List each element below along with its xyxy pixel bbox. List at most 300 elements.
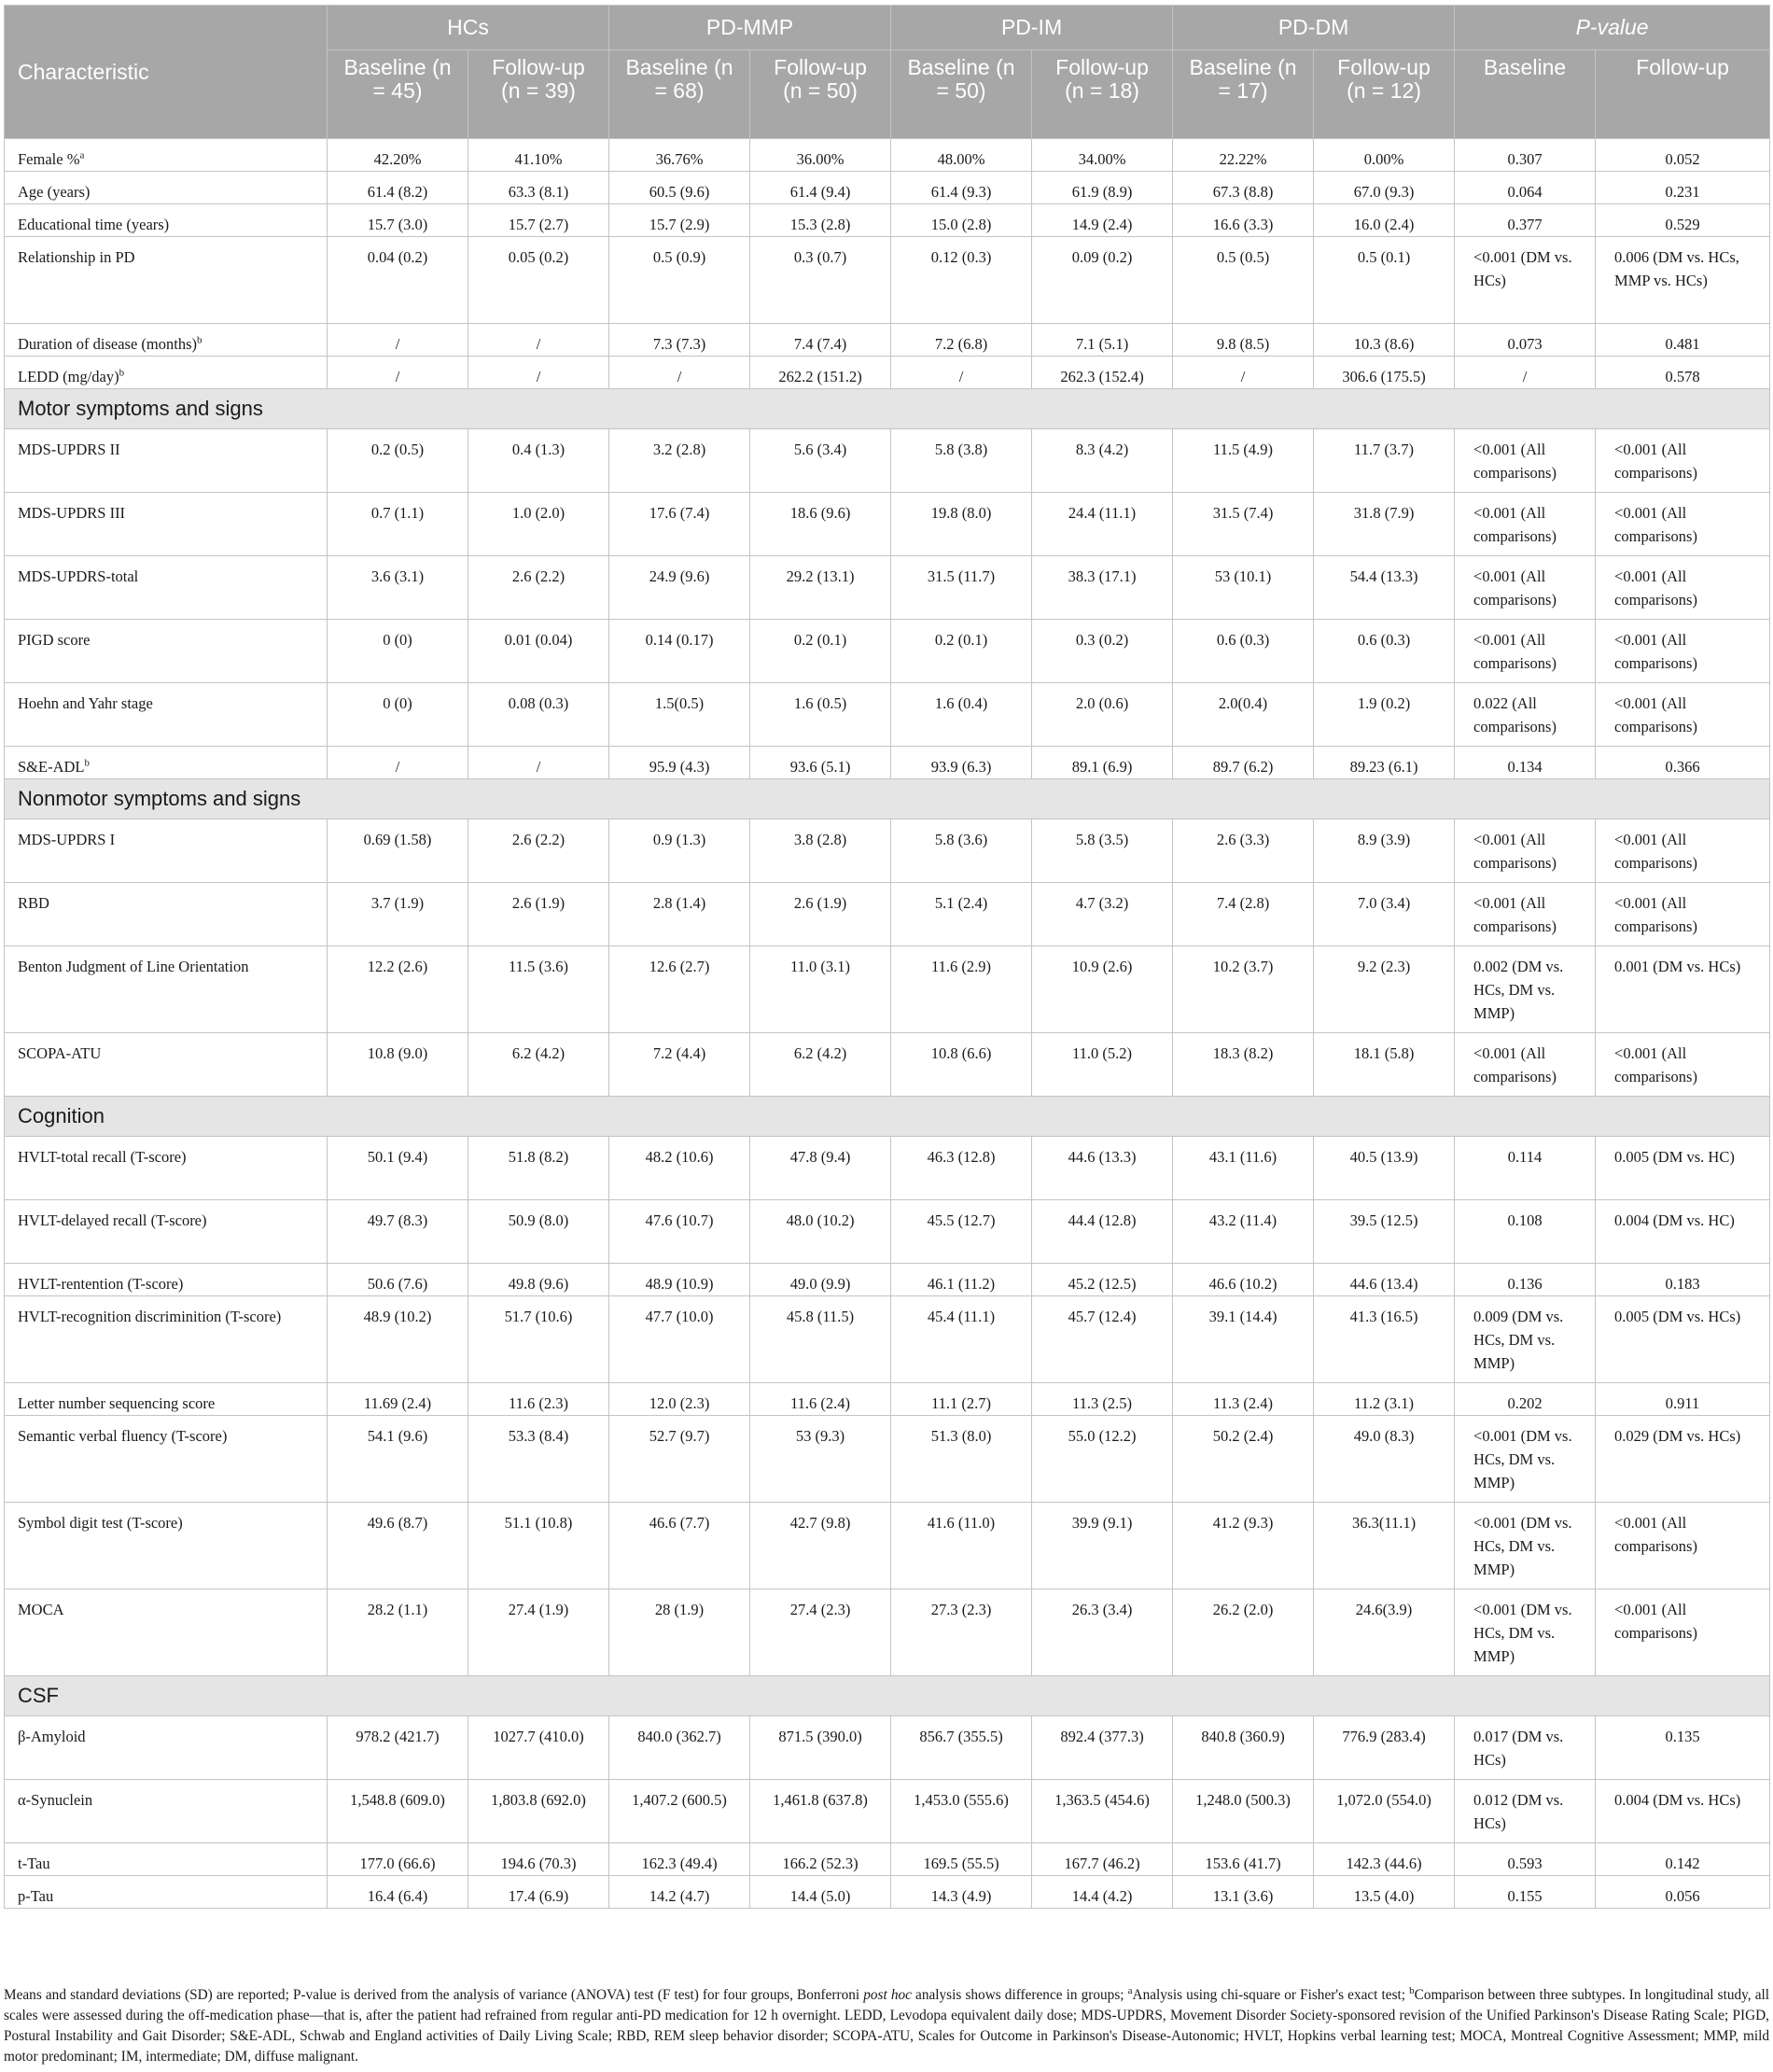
row-label — [5, 493, 328, 556]
row-label — [5, 1843, 328, 1876]
table-cell: 7.3 (7.3) — [609, 324, 750, 357]
table-cell: 11.6 (2.9) — [891, 946, 1032, 1033]
table-cell: 6.2 (4.2) — [468, 1033, 609, 1097]
table-cell: 0.08 (0.3) — [468, 683, 609, 747]
characteristics-table — [4, 5, 1770, 1909]
subheader-3: Follow-up (n = 50) — [750, 50, 891, 139]
table-cell: 44.4 (12.8) — [1032, 1200, 1173, 1264]
table-cell: 14.4 (4.2) — [1032, 1876, 1173, 1909]
table-cell: 162.3 (49.4) — [609, 1843, 750, 1876]
pvalue-cell: 0.142 — [1596, 1843, 1770, 1876]
table-cell: 48.00% — [891, 139, 1032, 172]
table-cell: 1027.7 (410.0) — [468, 1716, 609, 1780]
table-row — [5, 683, 1770, 747]
row-label — [5, 883, 328, 946]
table-cell: 856.7 (355.5) — [891, 1716, 1032, 1780]
table-cell: 18.1 (5.8) — [1314, 1033, 1455, 1097]
row-label — [5, 1383, 328, 1416]
table-cell: 0.5 (0.9) — [609, 237, 750, 324]
header-characteristic: Characteristic — [5, 6, 328, 139]
table-cell: 31.5 (7.4) — [1173, 493, 1314, 556]
pvalue-cell: 0.004 (DM vs. HCs) — [1596, 1780, 1770, 1843]
table-cell: 0.6 (0.3) — [1314, 620, 1455, 683]
pvalue-cell: <0.001 (All comparisons) — [1596, 493, 1770, 556]
table-cell: 48.2 (10.6) — [609, 1137, 750, 1200]
table-cell: 49.0 (8.3) — [1314, 1416, 1455, 1503]
table-cell: 0.9 (1.3) — [609, 819, 750, 883]
pvalue-cell: <0.001 (DM vs. HCs, DM vs. MMP) — [1455, 1416, 1596, 1503]
row-label-text: α-Synuclein — [18, 1791, 93, 1809]
table-cell: 1.9 (0.2) — [1314, 683, 1455, 747]
section-row — [5, 779, 1770, 819]
table-cell: 54.4 (13.3) — [1314, 556, 1455, 620]
table-cell: 17.6 (7.4) — [609, 493, 750, 556]
table-cell: 0 (0) — [328, 683, 468, 747]
pvalue-cell: <0.001 (All comparisons) — [1455, 429, 1596, 493]
footnote-text-4: Comparison between three subtypes. In longitudinal study, all scales were assessed during the off-medication phase—that is, after the patient had refrained from regular anti-PD medication for 12 h overnight. LEDD, Levodopa equivalent daily dose; MDS-UPDRS, Movement Disorder Society-sponsored revision of the Unified Parkinson's Disease Rating Scale; PIGD, Postural Instability and Gait Disorder; S&E-ADL, Schwab and England activities of Daily Living Scale; RBD, REM sleep behavior disorder; SCOPA-ATU, Scales for Outcome in Parkinson's Disease-Autonomic; HVLT, Hopkins verbal learning test; MOCA, Montreal Cognitive Assessment; MMP, mild motor predominant; IM, intermediate; DM, diffuse malignant. — [4, 1987, 1770, 2065]
table-cell: 42.20% — [328, 139, 468, 172]
table-cell: 49.0 (9.9) — [750, 1264, 891, 1296]
table-cell: 40.5 (13.9) — [1314, 1137, 1455, 1200]
footnote-sup-a: a — [1127, 1984, 1133, 1996]
table-row — [5, 1416, 1770, 1503]
row-label-text: RBD — [18, 894, 49, 912]
section-row — [5, 389, 1770, 429]
table-cell: 45.8 (11.5) — [750, 1296, 891, 1383]
table-cell: 11.5 (4.9) — [1173, 429, 1314, 493]
table-cell: 19.8 (8.0) — [891, 493, 1032, 556]
row-label-text: HVLT-delayed recall (T-score) — [18, 1211, 207, 1229]
table-cell: 2.6 (1.9) — [750, 883, 891, 946]
table-cell: 15.7 (3.0) — [328, 204, 468, 237]
pvalue-cell: <0.001 (All comparisons) — [1596, 1503, 1770, 1589]
table-cell: 27.4 (2.3) — [750, 1589, 891, 1676]
table-cell: 5.6 (3.4) — [750, 429, 891, 493]
table-cell: 0.09 (0.2) — [1032, 237, 1173, 324]
pvalue-cell: 0.578 — [1596, 357, 1770, 389]
subheader-1: Follow-up (n = 39) — [468, 50, 609, 139]
row-label — [5, 1503, 328, 1589]
footnote-text-2: analysis shows difference in groups; — [911, 1987, 1128, 2003]
table-row — [5, 237, 1770, 324]
pvalue-cell: <0.001 (All comparisons) — [1596, 1589, 1770, 1676]
pvalue-cell: <0.001 (All comparisons) — [1455, 883, 1596, 946]
pvalue-cell: <0.001 (All comparisons) — [1596, 819, 1770, 883]
table-row — [5, 1296, 1770, 1383]
table-cell: 11.69 (2.4) — [328, 1383, 468, 1416]
table-cell: 15.7 (2.7) — [468, 204, 609, 237]
table-cell: 36.3(11.1) — [1314, 1503, 1455, 1589]
table-cell: 0.14 (0.17) — [609, 620, 750, 683]
table-cell: / — [468, 747, 609, 779]
table-cell: 29.2 (13.1) — [750, 556, 891, 620]
row-label — [5, 946, 328, 1033]
pvalue-cell: 0.183 — [1596, 1264, 1770, 1296]
table-cell: 6.2 (4.2) — [750, 1033, 891, 1097]
table-cell: 36.00% — [750, 139, 891, 172]
table-cell: 978.2 (421.7) — [328, 1716, 468, 1780]
table-cell: 53.3 (8.4) — [468, 1416, 609, 1503]
row-label-text: MOCA — [18, 1601, 64, 1618]
pvalue-cell: 0.001 (DM vs. HCs) — [1596, 946, 1770, 1033]
row-label — [5, 357, 328, 389]
table-cell: 16.4 (6.4) — [328, 1876, 468, 1909]
table-cell: 41.6 (11.0) — [891, 1503, 1032, 1589]
table-cell: 2.0 (0.6) — [1032, 683, 1173, 747]
table-cell: 49.8 (9.6) — [468, 1264, 609, 1296]
row-label-text: Relationship in PD — [18, 248, 135, 266]
table-cell: 3.6 (3.1) — [328, 556, 468, 620]
pvalue-cell: 0.108 — [1455, 1200, 1596, 1264]
table-cell: 31.5 (11.7) — [891, 556, 1032, 620]
footnote-sup-b: b — [1409, 1984, 1415, 1996]
table-cell: 0.01 (0.04) — [468, 620, 609, 683]
table-cell: 49.6 (8.7) — [328, 1503, 468, 1589]
table-cell: 10.9 (2.6) — [1032, 946, 1173, 1033]
pvalue-cell: 0.136 — [1455, 1264, 1596, 1296]
table-cell: / — [891, 357, 1032, 389]
table-cell: 169.5 (55.5) — [891, 1843, 1032, 1876]
table-cell: 12.0 (2.3) — [609, 1383, 750, 1416]
pvalue-cell: 0.005 (DM vs. HC) — [1596, 1137, 1770, 1200]
pvalue-cell: <0.001 (All comparisons) — [1455, 556, 1596, 620]
pvalue-cell: 0.307 — [1455, 139, 1596, 172]
table-cell: 61.9 (8.9) — [1032, 172, 1173, 204]
table-cell: 11.5 (3.6) — [468, 946, 609, 1033]
table-cell: 67.0 (9.3) — [1314, 172, 1455, 204]
table-cell: 95.9 (4.3) — [609, 747, 750, 779]
table-cell: 0.04 (0.2) — [328, 237, 468, 324]
table-cell: 54.1 (9.6) — [328, 1416, 468, 1503]
table-cell: / — [1173, 357, 1314, 389]
table-cell: 0.05 (0.2) — [468, 237, 609, 324]
table-cell: / — [468, 324, 609, 357]
table-cell: 7.0 (3.4) — [1314, 883, 1455, 946]
table-cell: 3.2 (2.8) — [609, 429, 750, 493]
row-label-text: Female % — [18, 150, 80, 168]
table-cell: 0.3 (0.7) — [750, 237, 891, 324]
row-label — [5, 1716, 328, 1780]
table-cell: 39.9 (9.1) — [1032, 1503, 1173, 1589]
row-label-text: S&E-ADL — [18, 758, 85, 776]
pvalue-cell: 0.004 (DM vs. HC) — [1596, 1200, 1770, 1264]
pvalue-cell: 0.002 (DM vs. HCs, DM vs. MMP) — [1455, 946, 1596, 1033]
table-cell: 14.4 (5.0) — [750, 1876, 891, 1909]
table-cell: 0.12 (0.3) — [891, 237, 1032, 324]
table-cell: 44.6 (13.3) — [1032, 1137, 1173, 1200]
table-cell: 61.4 (8.2) — [328, 172, 468, 204]
table-row — [5, 1780, 1770, 1843]
table-cell: 5.8 (3.5) — [1032, 819, 1173, 883]
pvalue-cell: <0.001 (All comparisons) — [1455, 620, 1596, 683]
table-cell: 28 (1.9) — [609, 1589, 750, 1676]
pvalue-cell: 0.022 (All comparisons) — [1455, 683, 1596, 747]
section-label: CSF — [5, 1676, 1770, 1716]
pvalue-cell: 0.114 — [1455, 1137, 1596, 1200]
table-cell: 2.6 (2.2) — [468, 819, 609, 883]
footnote-post-hoc: post hoc — [863, 1987, 912, 2003]
table-row — [5, 747, 1770, 779]
row-label — [5, 1033, 328, 1097]
table-cell: 142.3 (44.6) — [1314, 1843, 1455, 1876]
table-cell: 10.8 (9.0) — [328, 1033, 468, 1097]
row-label-text: MDS-UPDRS II — [18, 441, 120, 458]
table-cell: 50.6 (7.6) — [328, 1264, 468, 1296]
table-cell: 11.1 (2.7) — [891, 1383, 1032, 1416]
table-cell: 48.9 (10.2) — [328, 1296, 468, 1383]
row-label-text: HVLT-total recall (T-score) — [18, 1148, 187, 1166]
table-cell: 3.8 (2.8) — [750, 819, 891, 883]
row-label — [5, 620, 328, 683]
table-row — [5, 1843, 1770, 1876]
table-cell: 53 (9.3) — [750, 1416, 891, 1503]
pvalue-cell: / — [1455, 357, 1596, 389]
table-cell: 45.2 (12.5) — [1032, 1264, 1173, 1296]
table-cell: 50.1 (9.4) — [328, 1137, 468, 1200]
header-group-hcs: HCs — [328, 6, 609, 50]
table-cell: 27.3 (2.3) — [891, 1589, 1032, 1676]
table-cell: 262.2 (151.2) — [750, 357, 891, 389]
table-row — [5, 429, 1770, 493]
table-cell: 42.7 (9.8) — [750, 1503, 891, 1589]
pvalue-cell: 0.231 — [1596, 172, 1770, 204]
table-cell: 166.2 (52.3) — [750, 1843, 891, 1876]
table-cell: 5.8 (3.8) — [891, 429, 1032, 493]
table-cell: 41.10% — [468, 139, 609, 172]
row-label — [5, 204, 328, 237]
row-label-text: Age (years) — [18, 183, 91, 201]
row-label — [5, 1416, 328, 1503]
pvalue-cell: 0.005 (DM vs. HCs) — [1596, 1296, 1770, 1383]
table-cell: 8.3 (4.2) — [1032, 429, 1173, 493]
table-cell: 0.2 (0.1) — [891, 620, 1032, 683]
table-cell: 41.2 (9.3) — [1173, 1503, 1314, 1589]
table-cell: 55.0 (12.2) — [1032, 1416, 1173, 1503]
table-cell: 11.2 (3.1) — [1314, 1383, 1455, 1416]
table-cell: 48.9 (10.9) — [609, 1264, 750, 1296]
header-pvalue: P-value — [1455, 6, 1770, 50]
pvalue-cell: <0.001 (All comparisons) — [1455, 819, 1596, 883]
row-label — [5, 1137, 328, 1200]
row-label-text: MDS-UPDRS III — [18, 504, 126, 522]
table-cell: / — [609, 357, 750, 389]
table-cell: 1.0 (2.0) — [468, 493, 609, 556]
pvalue-cell: 0.366 — [1596, 747, 1770, 779]
table-cell: 67.3 (8.8) — [1173, 172, 1314, 204]
row-label-text: Hoehn and Yahr stage — [18, 694, 153, 712]
pvalue-cell: 0.029 (DM vs. HCs) — [1596, 1416, 1770, 1503]
table-cell: 15.0 (2.8) — [891, 204, 1032, 237]
header-group-pd-mmp: PD-MMP — [609, 6, 891, 50]
pvalue-cell: <0.001 (DM vs. HCs) — [1455, 237, 1596, 324]
table-cell: 1,363.5 (454.6) — [1032, 1780, 1173, 1843]
table-cell: 18.6 (9.6) — [750, 493, 891, 556]
table-cell: 14.3 (4.9) — [891, 1876, 1032, 1909]
pvalue-cell: <0.001 (All comparisons) — [1596, 883, 1770, 946]
table-cell: 2.6 (3.3) — [1173, 819, 1314, 883]
pvalue-cell: <0.001 (All comparisons) — [1596, 683, 1770, 747]
pvalue-cell: 0.911 — [1596, 1383, 1770, 1416]
table-row — [5, 556, 1770, 620]
table-cell: 44.6 (13.4) — [1314, 1264, 1455, 1296]
table-cell: 0.6 (0.3) — [1173, 620, 1314, 683]
table-cell: 1.6 (0.5) — [750, 683, 891, 747]
table-cell: 14.9 (2.4) — [1032, 204, 1173, 237]
table-cell: 38.3 (17.1) — [1032, 556, 1173, 620]
table-cell: 11.6 (2.3) — [468, 1383, 609, 1416]
table-cell: 7.1 (5.1) — [1032, 324, 1173, 357]
table-cell: 51.1 (10.8) — [468, 1503, 609, 1589]
table-cell: 45.7 (12.4) — [1032, 1296, 1173, 1383]
table-footnote — [4, 1985, 1769, 2067]
table-cell: 2.6 (1.9) — [468, 883, 609, 946]
table-cell: 4.7 (3.2) — [1032, 883, 1173, 946]
table-cell: 51.3 (8.0) — [891, 1416, 1032, 1503]
table-cell: 153.6 (41.7) — [1173, 1843, 1314, 1876]
table-cell: 16.6 (3.3) — [1173, 204, 1314, 237]
table-cell: 18.3 (8.2) — [1173, 1033, 1314, 1097]
table-cell: / — [328, 357, 468, 389]
table-cell: 13.1 (3.6) — [1173, 1876, 1314, 1909]
table-cell: 0.2 (0.5) — [328, 429, 468, 493]
row-label — [5, 1264, 328, 1296]
pvalue-cell: 0.134 — [1455, 747, 1596, 779]
section-row — [5, 1097, 1770, 1137]
table-cell: 194.6 (70.3) — [468, 1843, 609, 1876]
row-label — [5, 819, 328, 883]
pvalue-cell: 0.155 — [1455, 1876, 1596, 1909]
table-cell: 10.3 (8.6) — [1314, 324, 1455, 357]
header-group-pd-dm: PD-DM — [1173, 6, 1455, 50]
table-cell: 39.5 (12.5) — [1314, 1200, 1455, 1264]
subheader-6: Baseline (n = 17) — [1173, 50, 1314, 139]
table-cell: 0.5 (0.1) — [1314, 237, 1455, 324]
table-cell: 12.6 (2.7) — [609, 946, 750, 1033]
table-cell: 2.6 (2.2) — [468, 556, 609, 620]
table-cell: 1,453.0 (555.6) — [891, 1780, 1032, 1843]
row-label-text: Letter number sequencing score — [18, 1394, 216, 1412]
row-label-text: SCOPA-ATU — [18, 1044, 102, 1062]
table-cell: 0 (0) — [328, 620, 468, 683]
pvalue-cell: 0.593 — [1455, 1843, 1596, 1876]
table-cell: 11.7 (3.7) — [1314, 429, 1455, 493]
row-label — [5, 139, 328, 172]
table-cell: 89.7 (6.2) — [1173, 747, 1314, 779]
table-cell: 5.1 (2.4) — [891, 883, 1032, 946]
table-cell: 306.6 (175.5) — [1314, 357, 1455, 389]
table-cell: 46.6 (10.2) — [1173, 1264, 1314, 1296]
table-row — [5, 1200, 1770, 1264]
section-label: Cognition — [5, 1097, 1770, 1137]
row-label-sup: b — [197, 334, 202, 346]
table-cell: 24.9 (9.6) — [609, 556, 750, 620]
table-cell: 15.3 (2.8) — [750, 204, 891, 237]
pvalue-cell: 0.052 — [1596, 139, 1770, 172]
table-row — [5, 819, 1770, 883]
table-cell: 1,548.8 (609.0) — [328, 1780, 468, 1843]
table-cell: 52.7 (9.7) — [609, 1416, 750, 1503]
table-cell: 2.8 (1.4) — [609, 883, 750, 946]
table-cell: 45.4 (11.1) — [891, 1296, 1032, 1383]
table-cell: 167.7 (46.2) — [1032, 1843, 1173, 1876]
row-label — [5, 1296, 328, 1383]
table-cell: 39.1 (14.4) — [1173, 1296, 1314, 1383]
table-cell: 5.8 (3.6) — [891, 819, 1032, 883]
row-label — [5, 747, 328, 779]
table-row — [5, 1716, 1770, 1780]
row-label-text: Duration of disease (months) — [18, 335, 197, 353]
table-cell: 26.3 (3.4) — [1032, 1589, 1173, 1676]
table-cell: 89.1 (6.9) — [1032, 747, 1173, 779]
table-cell: 51.8 (8.2) — [468, 1137, 609, 1200]
table-cell: 48.0 (10.2) — [750, 1200, 891, 1264]
pvalue-cell: 0.135 — [1596, 1716, 1770, 1780]
table-row — [5, 204, 1770, 237]
row-label-sup: a — [79, 149, 85, 161]
pvalue-cell: 0.202 — [1455, 1383, 1596, 1416]
table-row — [5, 1033, 1770, 1097]
table-cell: 16.0 (2.4) — [1314, 204, 1455, 237]
pvalue-cell: <0.001 (All comparisons) — [1455, 1033, 1596, 1097]
subheader-7: Follow-up (n = 12) — [1314, 50, 1455, 139]
table-cell: 46.3 (12.8) — [891, 1137, 1032, 1200]
table-cell: 7.4 (7.4) — [750, 324, 891, 357]
row-label — [5, 1876, 328, 1909]
table-cell: 10.8 (6.6) — [891, 1033, 1032, 1097]
table-row — [5, 357, 1770, 389]
table-cell: 41.3 (16.5) — [1314, 1296, 1455, 1383]
table-cell: 31.8 (7.9) — [1314, 493, 1455, 556]
row-label-text: Benton Judgment of Line Orientation — [18, 958, 249, 975]
table-cell: 0.4 (1.3) — [468, 429, 609, 493]
row-label — [5, 1589, 328, 1676]
table-cell: 10.2 (3.7) — [1173, 946, 1314, 1033]
row-label-text: Educational time (years) — [18, 216, 170, 233]
row-label-sup: b — [84, 757, 90, 769]
table-cell: 93.9 (6.3) — [891, 747, 1032, 779]
table-cell: 93.6 (5.1) — [750, 747, 891, 779]
table-cell: 1,248.0 (500.3) — [1173, 1780, 1314, 1843]
table-cell: 46.6 (7.7) — [609, 1503, 750, 1589]
header-group-pd-im: PD-IM — [891, 6, 1173, 50]
section-label: Nonmotor symptoms and signs — [5, 779, 1770, 819]
table-cell: 1,803.8 (692.0) — [468, 1780, 609, 1843]
table-cell: 0.2 (0.1) — [750, 620, 891, 683]
table-cell: 24.4 (11.1) — [1032, 493, 1173, 556]
table-cell: 47.8 (9.4) — [750, 1137, 891, 1200]
row-label-text: β-Amyloid — [18, 1728, 86, 1745]
row-label — [5, 324, 328, 357]
table-row — [5, 493, 1770, 556]
row-label-text: t-Tau — [18, 1855, 50, 1872]
table-cell: 27.4 (1.9) — [468, 1589, 609, 1676]
table-cell: 60.5 (9.6) — [609, 172, 750, 204]
pvalue-cell: <0.001 (All comparisons) — [1596, 429, 1770, 493]
row-label — [5, 556, 328, 620]
table-row — [5, 324, 1770, 357]
table-cell: 45.5 (12.7) — [891, 1200, 1032, 1264]
table-cell: 26.2 (2.0) — [1173, 1589, 1314, 1676]
row-label-sup: b — [119, 367, 125, 379]
table-cell: 7.2 (6.8) — [891, 324, 1032, 357]
pvalue-cell: 0.481 — [1596, 324, 1770, 357]
row-label-text: Semantic verbal fluency (T-score) — [18, 1427, 228, 1445]
pvalue-cell: <0.001 (All comparisons) — [1596, 556, 1770, 620]
table-row — [5, 1876, 1770, 1909]
pvalue-cell: <0.001 (DM vs. HCs, DM vs. MMP) — [1455, 1503, 1596, 1589]
pvalue-cell: 0.006 (DM vs. HCs, MMP vs. HCs) — [1596, 237, 1770, 324]
pvalue-cell: <0.001 (All comparisons) — [1596, 620, 1770, 683]
